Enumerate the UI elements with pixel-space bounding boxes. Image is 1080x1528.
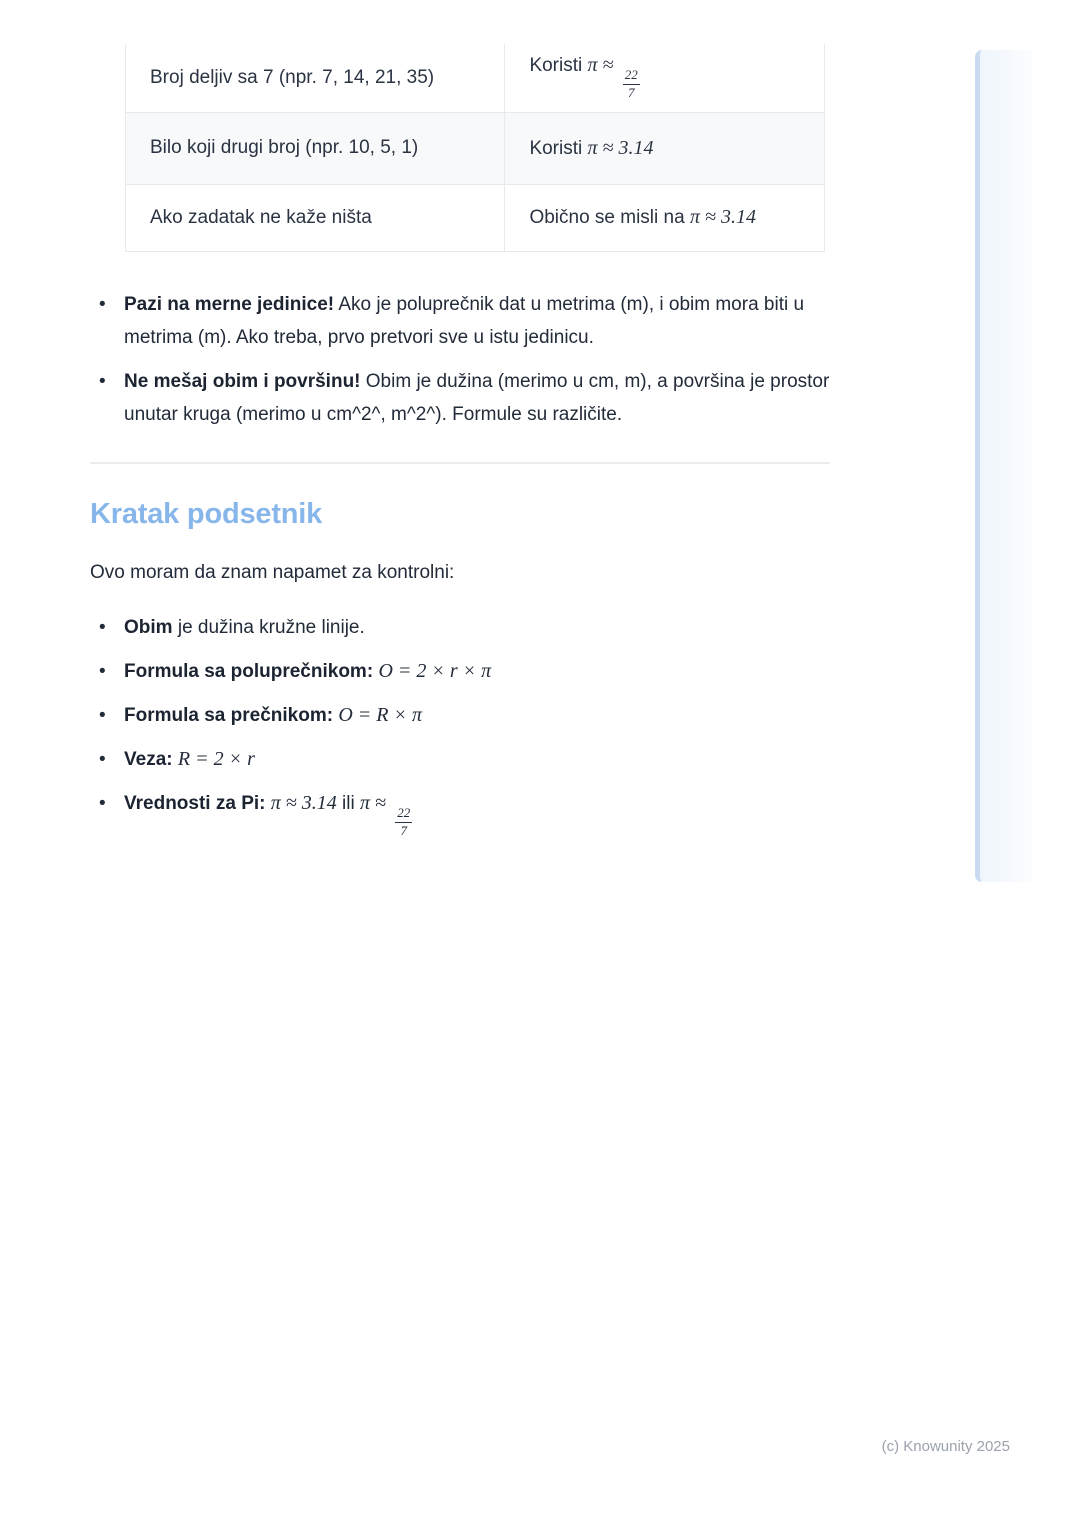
use-prefix: Koristi	[529, 55, 583, 77]
pi-value-cell	[505, 184, 825, 251]
condition-cell	[126, 184, 505, 251]
condition-cell	[126, 112, 505, 184]
item-bold: Vrednosti za Pi:	[124, 793, 266, 814]
list-item	[90, 288, 835, 354]
fraction-22-7	[395, 806, 412, 839]
use-prefix: Obično se misli na	[529, 207, 685, 228]
table-row	[126, 44, 825, 112]
pi-value-cell	[505, 44, 825, 112]
warning-text: Obim je dužina (merimo u cm, m), a površina je prostor unutar kruga (merimo u cm^2^, m^2^). Formule su različite.	[124, 371, 830, 425]
item-text: je dužina kružne linije.	[177, 617, 365, 638]
item-conjunction: ili	[342, 793, 355, 814]
item-formula: π ≈	[360, 792, 386, 814]
item-formula: O = R × π	[338, 704, 423, 726]
use-prefix: Koristi	[529, 137, 583, 159]
fraction-numerator: 22	[395, 806, 412, 823]
fraction-22-7	[623, 68, 640, 101]
item-bold: Formula sa prečnikom:	[124, 705, 334, 726]
section-divider	[90, 462, 830, 464]
fraction-denominator: 7	[628, 85, 635, 101]
list-item	[90, 611, 835, 644]
table-row	[126, 184, 825, 251]
list-item	[90, 743, 835, 776]
pi-math: π ≈ 3.14	[587, 136, 654, 159]
warning-bold: Pazi na merne jedinice!	[124, 294, 335, 315]
condition-text: Broj deljiv sa 7 (npr. 7, 14, 21, 35)	[150, 66, 435, 88]
pi-math: π ≈	[587, 54, 614, 77]
fraction-denominator: 7	[400, 822, 408, 838]
reminder-list	[90, 611, 835, 850]
copyright-notice: (c) Knowunity 2025	[881, 1438, 1010, 1455]
condition-text: Bilo koji drugi broj (npr. 10, 5, 1)	[150, 137, 419, 158]
pi-math: π ≈ 3.14	[689, 206, 756, 228]
list-item	[90, 655, 835, 688]
item-bold: Obim	[124, 617, 173, 638]
warning-bold: Ne mešaj obim i površinu!	[124, 371, 361, 392]
item-bold: Veza:	[124, 749, 173, 770]
warnings-list	[90, 288, 835, 442]
item-formula: R = 2 × r	[177, 748, 255, 770]
pi-value-cell	[505, 112, 825, 184]
fraction-numerator: 22	[623, 68, 640, 85]
condition-text: Ako zadatak ne kaže ništa	[150, 206, 372, 228]
list-item	[90, 787, 835, 839]
item-bold: Formula sa poluprečnikom:	[124, 661, 374, 682]
table-row	[126, 112, 825, 184]
list-item	[90, 365, 835, 431]
section-heading: Kratak podsetnik	[90, 498, 323, 530]
page-edge-rail	[975, 50, 1033, 882]
condition-cell	[126, 44, 505, 112]
pi-usage-table	[125, 44, 825, 252]
section-intro: Ovo moram da znam napamet za kontrolni:	[90, 562, 455, 583]
item-formula: π ≈ 3.14	[270, 792, 337, 814]
item-formula: O = 2 × r × π	[378, 660, 492, 682]
warning-text: Ako je poluprečnik dat u metrima (m), i obim mora biti u metrima (m). Ako treba, prvo pretvori sve u istu jedinicu.	[124, 294, 805, 348]
list-item	[90, 699, 835, 732]
